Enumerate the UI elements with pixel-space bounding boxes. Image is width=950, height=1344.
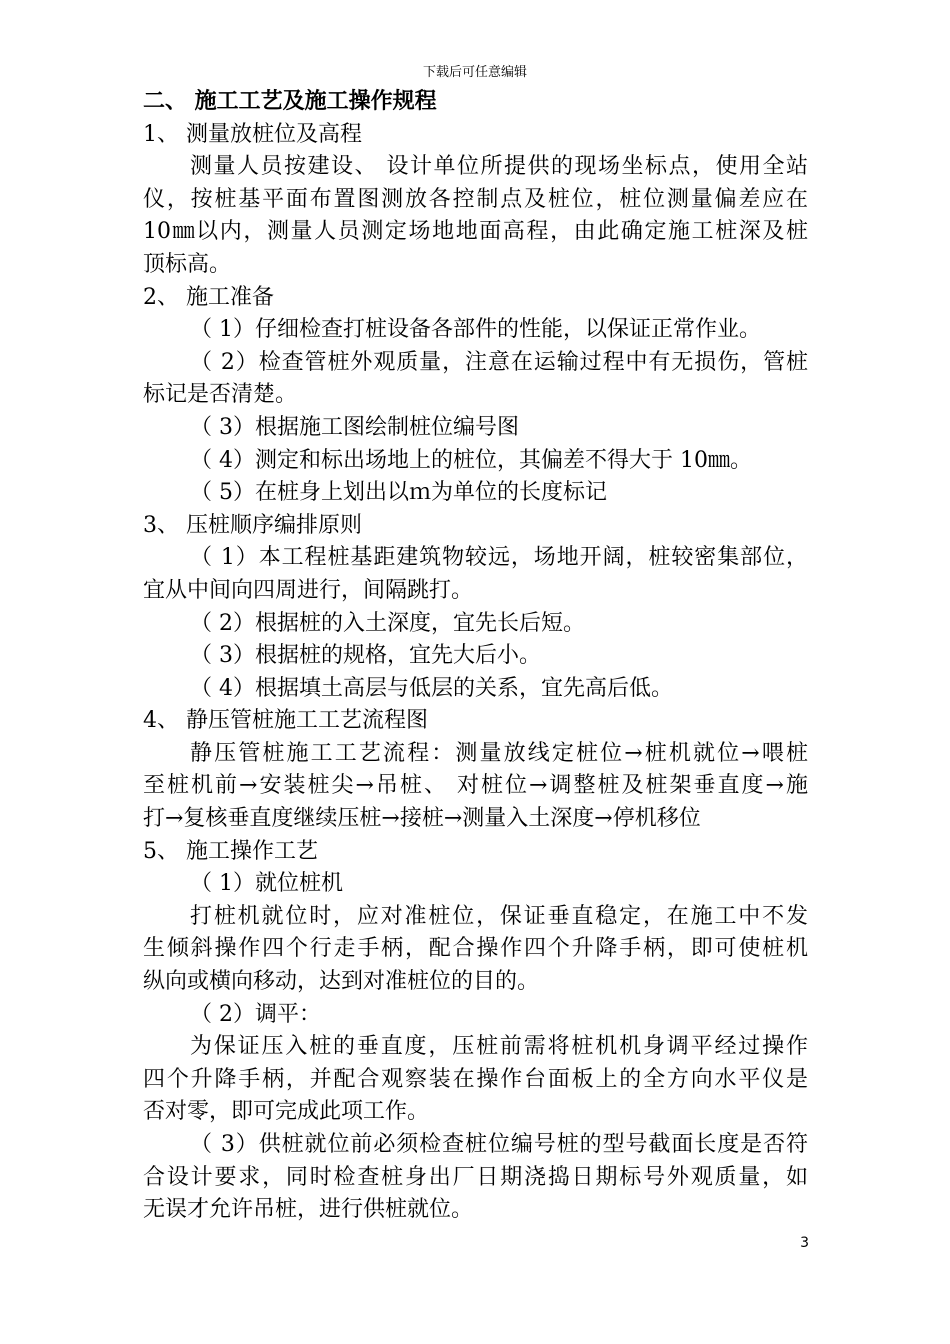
list-item: （ 3）根据施工图绘制桩位编号图 (190, 414, 519, 440)
list-item: （ 3）供桩就位前必须检查桩位编号桩的型号截面长度是否符 (190, 1132, 808, 1157)
list-item: （ 1）就位桩机 (190, 871, 343, 897)
list-item: （ 1）仔细检查打桩设备各部件的性能，以保证正常作业。 (190, 317, 761, 343)
paragraph-line: 至桩机前→安装桩尖→吊桩、 对桩位→调整桩及桩架垂直度→施 (143, 773, 808, 799)
list-item: （ 4）根据填土高层与低层的关系，宜先高后低。 (190, 675, 673, 701)
subsection-heading: 4、 静压管桩施工工艺流程图 (143, 708, 428, 734)
list-item: （ 2）调平： (190, 1001, 321, 1027)
paragraph-line: 顶标高。 (143, 251, 232, 277)
paragraph-line: 宜从中间向四周进行，间隔跳打。 (143, 577, 474, 603)
paragraph-line: 测量人员按建设、 设计单位所提供的现场坐标点，使用全站 (190, 154, 808, 180)
list-item: （ 2）检查管桩外观质量，注意在运输过程中有无损伤，管桩 (190, 349, 808, 375)
list-item: （ 4）测定和标出场地上的桩位，其偏差不得大于 10㎜。 (190, 447, 752, 473)
paragraph-line: 为保证压入桩的垂直度，压桩前需将桩机机身调平经过操作 (190, 1034, 808, 1060)
subsection-heading: 3、 压桩顺序编排原则 (143, 512, 362, 538)
list-item: （ 5）在桩身上划出以ｍ为单位的长度标记 (190, 480, 607, 506)
list-item: （ 2）根据桩的入土深度，宜先长后短。 (190, 610, 585, 636)
paragraph-line: 打→复核垂直度继续压桩→接桩→测量入土深度→停机移位 (143, 806, 701, 832)
paragraph-line: 打桩机就位时，应对准桩位，保证垂直稳定，在施工中不发 (190, 903, 808, 929)
paragraph-line: 10㎜以内，测量人员测定场地地面高程，由此确定施工桩深及桩 (143, 219, 808, 245)
paragraph-line: 生倾斜操作四个行走手柄，配合操作四个升降手柄，即可使桩机 (143, 936, 808, 962)
page-number: 3 (800, 1235, 809, 1251)
subsection-heading: 1、 测量放桩位及高程 (143, 121, 362, 147)
subsection-heading: 2、 施工准备 (143, 284, 274, 310)
paragraph-line: 仪，按桩基平面布置图测放各控制点及桩位，桩位测量偏差应在 (143, 186, 808, 212)
paragraph-line: 四个升降手柄，并配合观察装在操作台面板上的全方向水平仪是 (143, 1066, 808, 1092)
paragraph-line: 无误才允许吊桩，进行供桩就位。 (143, 1197, 474, 1223)
document-body (143, 86, 808, 1227)
paragraph-line: 静压管桩施工工艺流程：测量放线定桩位→桩机就位→喂桩 (190, 740, 808, 766)
section-heading: 二、 施工工艺及施工操作规程 (143, 89, 437, 114)
paragraph-line: 标记是否清楚。 (143, 382, 298, 408)
page-header: 下载后可任意编辑 (422, 65, 527, 80)
list-item: （ 1）本工程桩基距建筑物较远，场地开阔，桩较密集部位， (190, 545, 808, 571)
paragraph-line: 合设计要求，同时检查桩身出厂日期浇捣日期标号外观质量，如 (143, 1164, 808, 1190)
list-item: （ 3）根据桩的规格，宜先大后小。 (190, 643, 541, 669)
paragraph-line: 纵向或横向移动，达到对准桩位的目的。 (143, 969, 540, 995)
paragraph-line: 否对零，即可完成此项工作。 (143, 1099, 430, 1125)
subsection-heading: 5、 施工操作工艺 (143, 838, 318, 864)
